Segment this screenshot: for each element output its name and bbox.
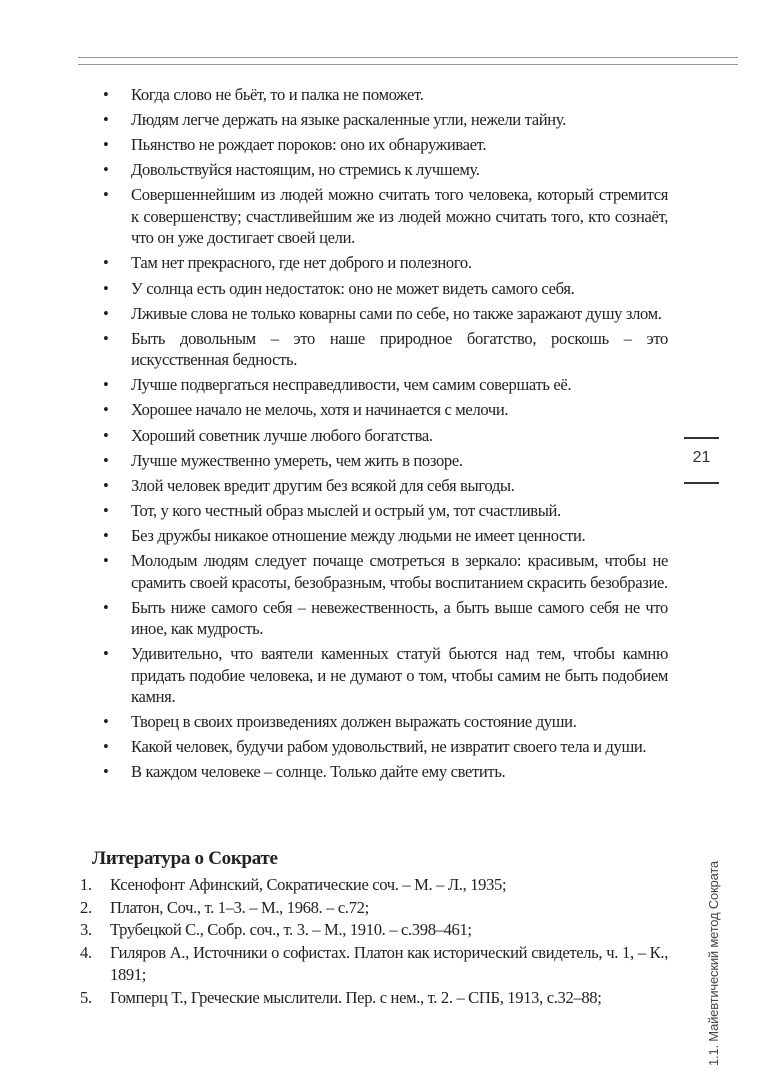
- quote-text: Лучше подвергаться несправедливости, чем самим совершать её.: [131, 375, 572, 395]
- bullet-icon: •: [103, 450, 109, 470]
- quote-text: Быть ниже самого себя – невежественность, а быть выше самого себя не что иное, как мудрость.: [131, 597, 668, 639]
- bullet-icon: •: [103, 110, 109, 130]
- quote-text: Удивительно, что ваятели каменных статуй бьются над тем, чтобы камню придать подобие человека, и не думают о том, чтобы самим не быть подобием камня.: [131, 644, 668, 707]
- quote-item: [103, 450, 668, 472]
- bullet-icon: •: [103, 597, 109, 617]
- reference-number: 5.: [80, 987, 92, 1007]
- reference-text: Трубецкой С., Собр. соч., т. 3. – М., 1910. – с.398–461;: [110, 920, 472, 940]
- quote-item: [103, 278, 668, 300]
- quote-item: [103, 134, 668, 156]
- reference-number: 3.: [80, 920, 92, 940]
- bullet-icon: •: [103, 160, 109, 180]
- quote-item: [103, 328, 668, 371]
- quote-text: Без дружбы никакое отношение между людьми не имеет ценности.: [131, 525, 586, 545]
- reference-number: 1.: [80, 875, 92, 894]
- quote-text: Людям легче держать на языке раскаленные угли, нежели тайну.: [131, 110, 566, 130]
- bullet-icon: •: [103, 253, 109, 273]
- bullet-icon: •: [103, 644, 109, 664]
- quote-text: Быть довольным – это наше природное богатство, роскошь – это искусственная бедность.: [131, 328, 668, 370]
- quote-item: [103, 761, 668, 783]
- bullet-icon: •: [103, 425, 109, 445]
- quote-text: Лживые слова не только коварны сами по себе, но также заражают душу злом.: [131, 303, 662, 323]
- quote-item: [103, 500, 668, 522]
- quote-text: В каждом человеке – солнце. Только дайте ему светить.: [131, 762, 506, 782]
- quote-text: Молодым людям следует почаще смотреться в зеркало: красивым, чтобы не срамить своей красоты, безобразным, чтобы воспитанием скрасить безобразие.: [131, 551, 668, 592]
- reference-item: [80, 919, 668, 942]
- bullet-icon: •: [103, 85, 109, 104]
- running-title: 1.1. Майевтический метод Сократа: [706, 861, 721, 1066]
- quote-item: [103, 736, 668, 758]
- page-number: 21: [692, 449, 711, 466]
- quote-text: Когда слово не бьёт, то и палка не поможет.: [131, 85, 424, 104]
- reference-text: Платон, Соч., т. 1–3. – М., 1968. – с.72;: [110, 897, 369, 917]
- reference-text: Ксенофонт Афинский, Сократические соч. – М. – Л., 1935;: [110, 875, 507, 894]
- quote-text: Пьянство не рождает пороков: оно их обнаруживает.: [131, 135, 487, 155]
- quote-text: Тот, у кого честный образ мыслей и острый ум, тот счастливый.: [131, 500, 561, 520]
- references-list: [80, 874, 668, 1010]
- bullet-icon: •: [103, 185, 109, 205]
- reference-item: [80, 874, 668, 897]
- quote-item: [103, 184, 668, 249]
- quote-text: Совершеннейшим из людей можно считать того человека, который стремится к совершенству; счастливейшим же из людей можно считать того, кто сознаёт, что он уже достигает своей цели.: [131, 185, 668, 248]
- quote-text: Какой человек, будучи рабом удовольствий, не извратит своего тела и души.: [131, 737, 647, 757]
- quote-item: [103, 643, 668, 708]
- bullet-icon: •: [103, 762, 109, 782]
- quote-text: Там нет прекрасного, где нет доброго и полезного.: [131, 253, 472, 273]
- reference-number: 4.: [80, 942, 92, 962]
- bullet-icon: •: [103, 712, 109, 732]
- reference-item: [80, 942, 668, 987]
- quote-item: [103, 159, 668, 181]
- quote-item: [103, 425, 668, 447]
- quote-item: [103, 399, 668, 421]
- quotes-list: [103, 84, 668, 787]
- quote-text: Злой человек вредит другим без всякой для себя выгоды.: [131, 475, 515, 495]
- reference-item: [80, 897, 668, 920]
- quote-text: Хорошее начало не мелочь, хотя и начинается с мелочи.: [131, 400, 509, 420]
- bullet-icon: •: [103, 328, 109, 348]
- quote-text: У солнца есть один недостаток: оно не может видеть самого себя.: [131, 278, 575, 298]
- quote-text: Довольствуйся настоящим, но стремись к лучшему.: [131, 160, 480, 180]
- quote-item: [103, 550, 668, 593]
- quote-item: [103, 84, 668, 106]
- reference-text: Гомперц Т., Греческие мыслители. Пер. с нем., т. 2. – СПБ, 1913, с.32–88;: [110, 987, 602, 1007]
- page-number-rule-bottom: [684, 482, 719, 484]
- quote-item: [103, 475, 668, 497]
- header-rule: [78, 57, 738, 65]
- bullet-icon: •: [103, 303, 109, 323]
- bullet-icon: •: [103, 400, 109, 420]
- quote-item: [103, 303, 668, 325]
- quote-text: Лучше мужественно умереть, чем жить в позоре.: [131, 450, 463, 470]
- quote-text: Творец в своих произведениях должен выражать состояние души.: [131, 712, 577, 732]
- bullet-icon: •: [103, 135, 109, 155]
- bullet-icon: •: [103, 525, 109, 545]
- bullet-icon: •: [103, 278, 109, 298]
- quote-text: Хороший советник лучше любого богатства.: [131, 425, 433, 445]
- page-number-rule-top: [684, 437, 719, 439]
- bullet-icon: •: [103, 737, 109, 757]
- quote-item: [103, 711, 668, 733]
- quote-item: [103, 374, 668, 396]
- quote-item: [103, 109, 668, 131]
- bullet-icon: •: [103, 475, 109, 495]
- quote-item: [103, 525, 668, 547]
- reference-item: [80, 987, 668, 1010]
- bullet-icon: •: [103, 375, 109, 395]
- quote-item: [103, 252, 668, 274]
- section-heading: Литература о Сократе: [92, 848, 278, 869]
- reference-number: 2.: [80, 897, 92, 917]
- bullet-icon: •: [103, 500, 109, 520]
- reference-text: Гиляров А., Источники о софистах. Платон как исторический свидетель, ч. 1, – К., 1891;: [110, 942, 668, 985]
- bullet-icon: •: [103, 551, 109, 570]
- quote-item: [103, 597, 668, 640]
